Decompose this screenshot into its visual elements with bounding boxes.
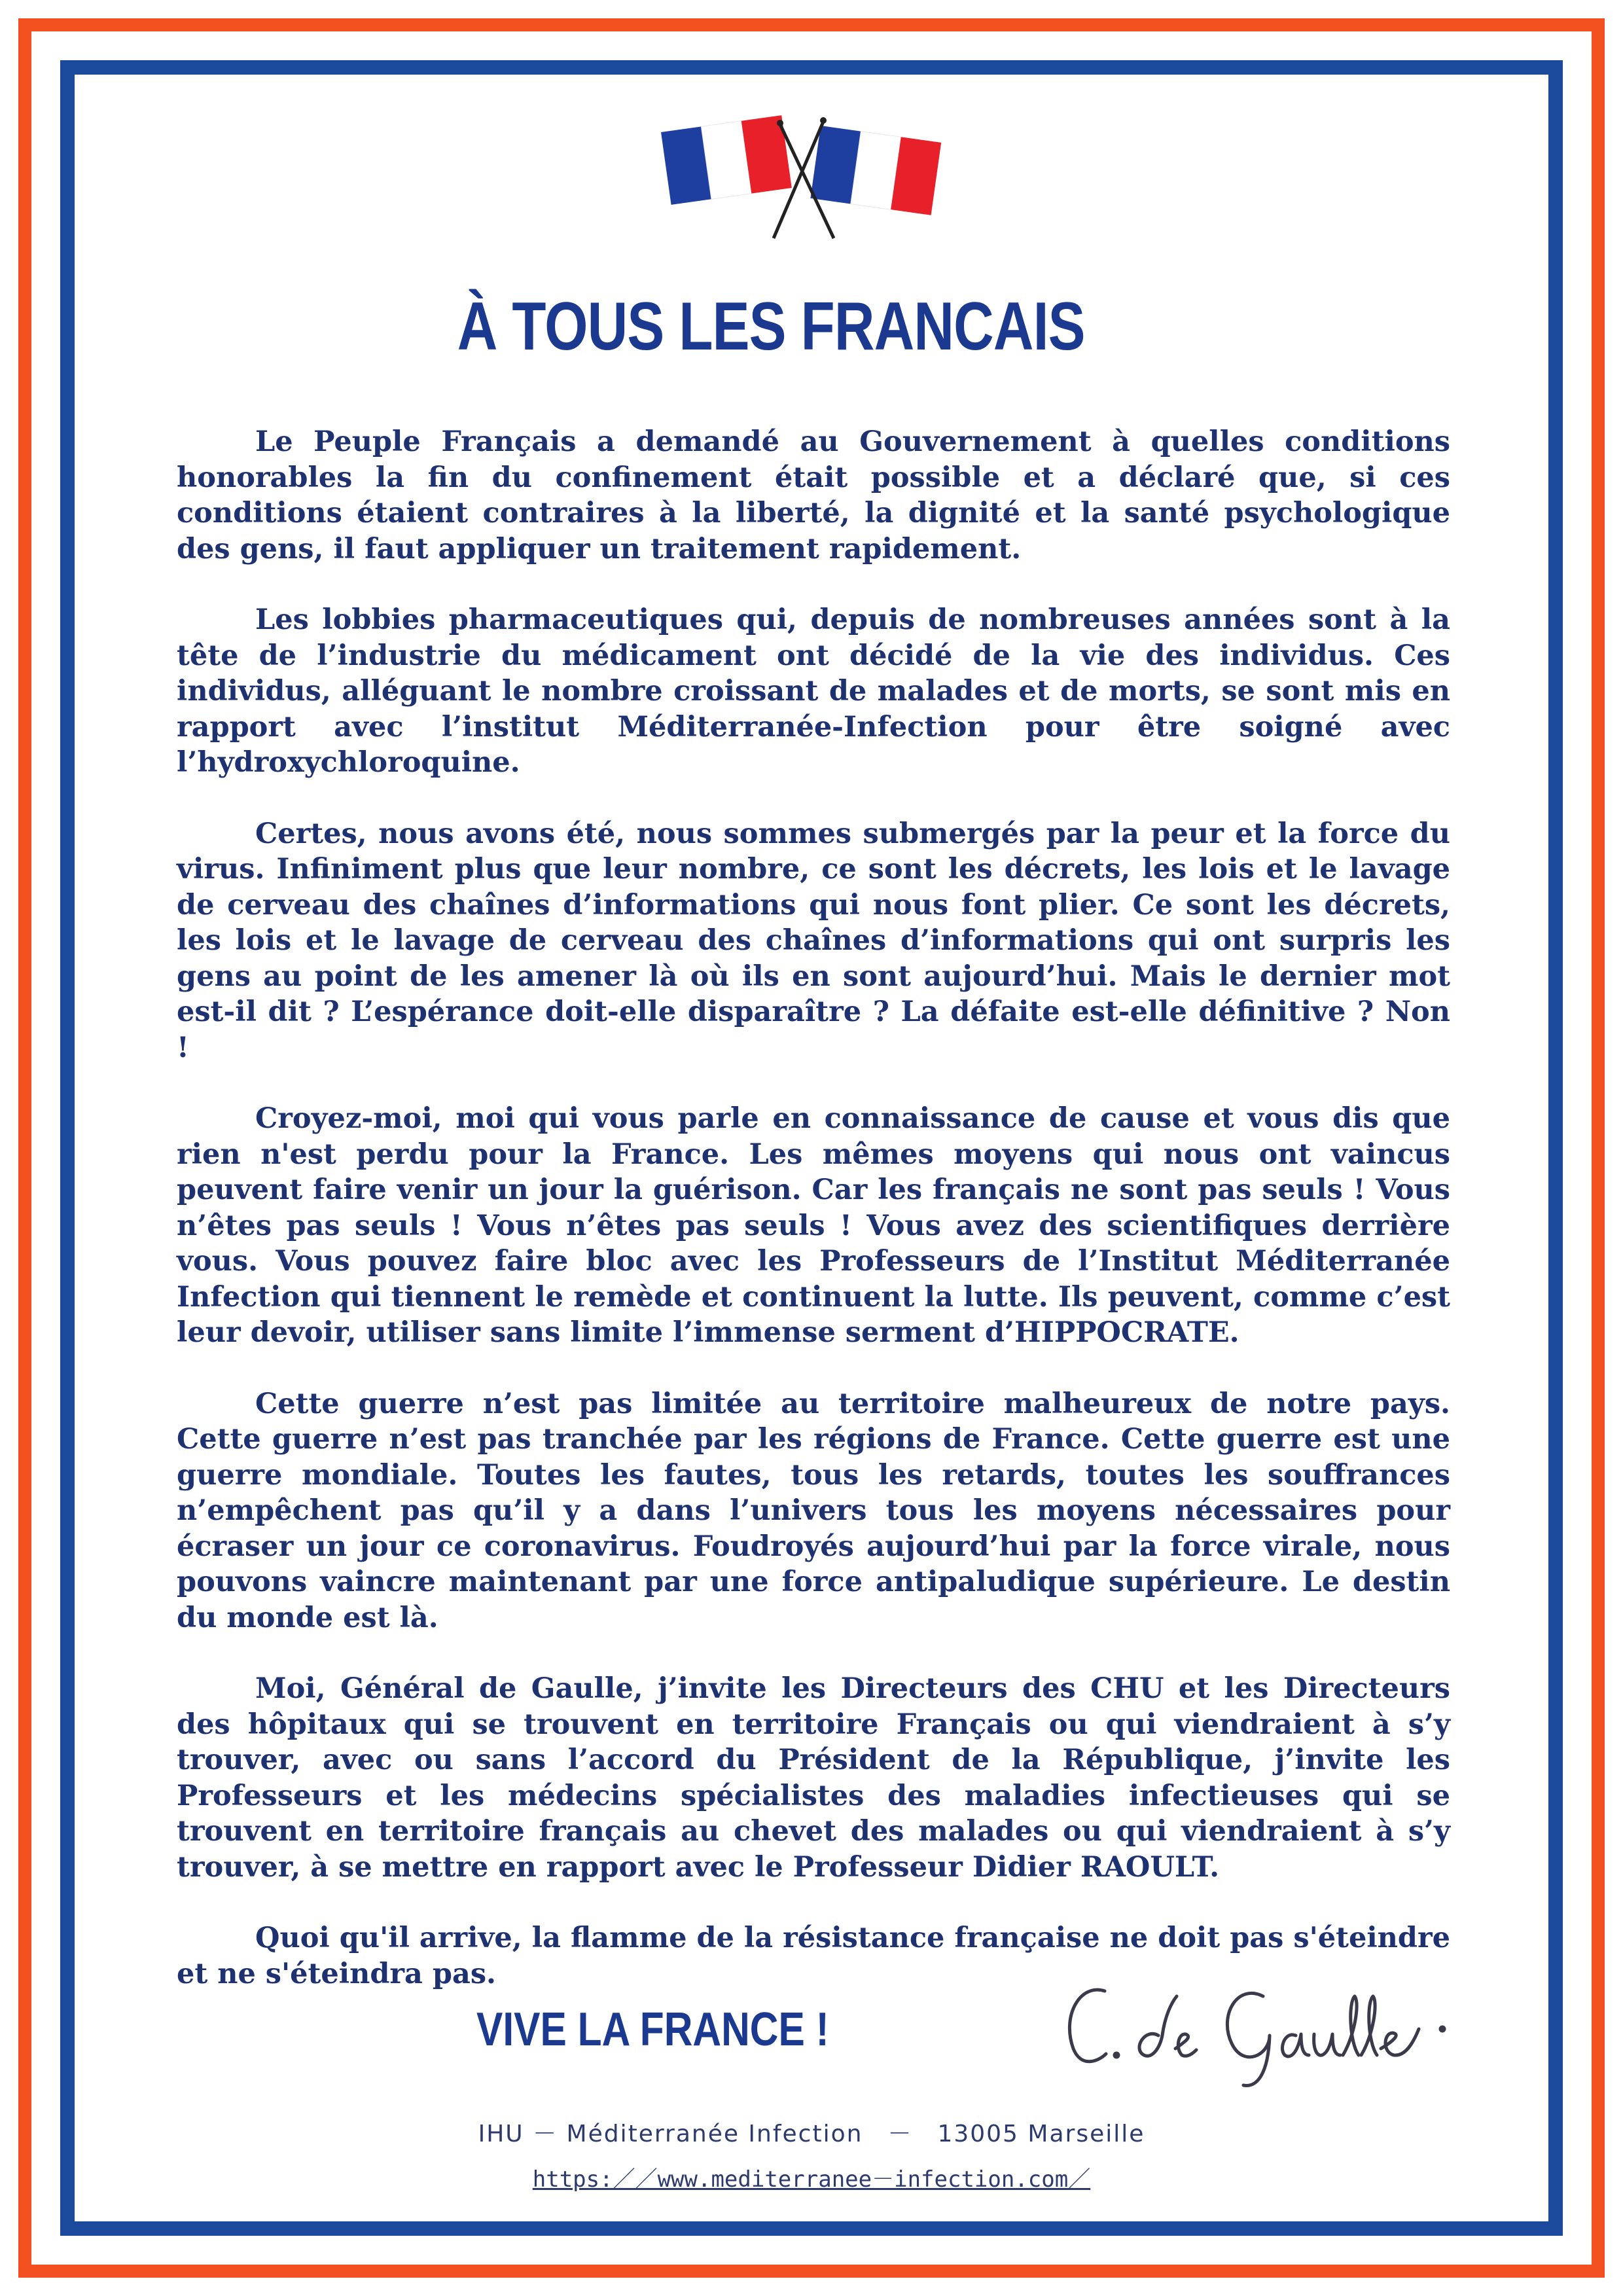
handwritten-signature-icon: [1047, 1957, 1466, 2088]
crossed-french-flags-icon: [649, 103, 953, 242]
closing-slogan: VIVE LA FRANCE !: [476, 2003, 829, 2056]
paragraph: Les lobbies pharmaceutiques qui, depuis de nombreuses années sont à la tête de l’industrie du médicament ont décidé de la vie des individus. Ces individus, alléguant le nombre croissant de malades et de morts, se sont mis en rapport avec l’institut Méditerranée-Infection pour être soigné avec l’hydroxychloroquine.: [177, 603, 1450, 779]
paragraph: Certes, nous avons été, nous sommes submergés par la peur et la force du virus. Infiniment plus que leur nombre, ce sont les décrets, les lois et le lavage de cerveau des chaînes d’informations qui nous font plier. Ce sont les décrets, les lois et le lavage de cerveau des chaînes d’informations qui ont surpris les gens au point de les amener là où ils en sont aujourd’hui. Mais le dernier mot est-il dit ? L’espérance doit-elle disparaître ? La défaite est-elle définitive ? Non !: [177, 817, 1450, 1064]
footer-address: IHU － Méditerranée Infection － 13005 Marseille: [478, 2121, 1145, 2147]
letter-body: [177, 424, 1450, 2027]
footer-website-link[interactable]: https:／／www.mediterranee－infection.com／: [532, 2166, 1091, 2193]
paragraph: Quoi qu'il arrive, la flamme de la résistance française ne doit pas s'éteindre et ne s'éteindra pas.: [177, 1922, 1450, 1990]
page-title: À TOUS LES FRANCAIS: [457, 289, 1085, 365]
paragraph: Croyez-moi, moi qui vous parle en connaissance de cause et vous dis que rien n'est perdu pour la France. Les mêmes moyens qui nous ont vaincus peuvent faire venir un jour la guérison. Car les français ne sont pas seuls ! Vous n’êtes pas seuls ! Vous n’êtes pas seuls ! Vous avez des scientifiques derrière vous. Vous pouvez faire bloc avec les Professeurs de l’Institut Méditerranée Infection qui tiennent le remède et continuent la lutte. Ils peuvent, comme c’est leur devoir, utiliser sans limite l’immense serment d’HIPPOCRATE.: [177, 1102, 1450, 1349]
paragraph: Moi, Général de Gaulle, j’invite les Directeurs des CHU et les Directeurs des hôpitaux qui se trouvent en territoire Français ou qui viendraient à s’y trouver, avec ou sans l’accord du Président de la République, j’invite les Professeurs et les médecins spécialistes des maladies infectieuses qui se trouvent en territoire français au chevet des malades ou qui viendraient à s’y trouver, à se mettre en rapport avec le Professeur Didier RAOULT.: [177, 1672, 1450, 1884]
paragraph: Cette guerre n’est pas limitée au territoire malheureux de notre pays. Cette guerre n’est pas tranchée par les régions de France. Cette guerre est une guerre mondiale. Toutes les fautes, tous les retards, toutes les souffrances n’empêchent pas qu’il y a dans l’univers tous les moyens nécessaires pour écraser un jour ce coronavirus. Foudroyés aujourd’hui par la force virale, nous pouvons vaincre maintenant par une force antipaludique supérieure. Le destin du monde est là.: [177, 1387, 1450, 1634]
paragraph: Le Peuple Français a demandé au Gouvernement à quelles conditions honorables la fin du confinement était possible et a déclaré que, si ces conditions étaient contraires à la liberté, la dignité et la santé psychologique des gens, il faut appliquer un traitement rapidement.: [177, 425, 1450, 565]
